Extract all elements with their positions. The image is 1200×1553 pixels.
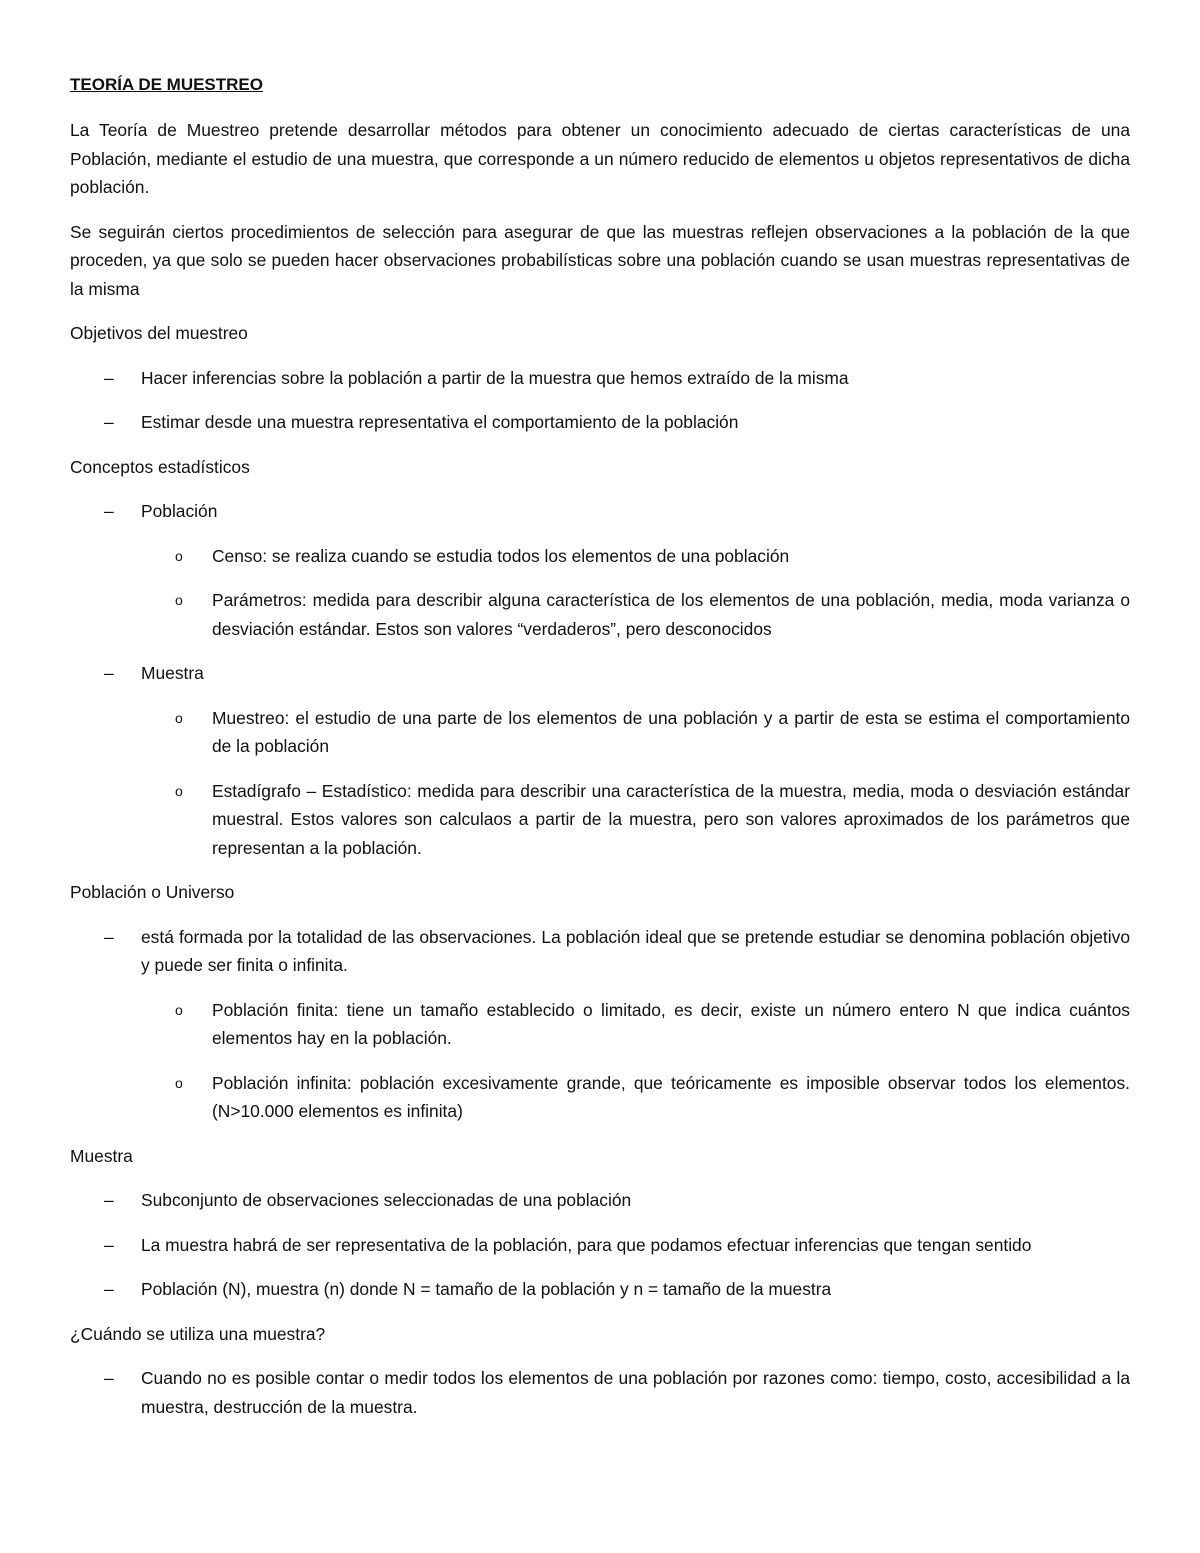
dash-bullet: –: [104, 367, 114, 388]
list-item-text: Subconjunto de observaciones seleccionadas de una población: [141, 1190, 632, 1210]
objetivos-list: [70, 364, 1130, 437]
intro-paragraph-2: Se seguirán ciertos procedimientos de selección para asegurar de que las muestras reflejen observaciones a la población de la que proceden, ya que solo se pueden hacer observaciones probabilísticas sobre una población cuando se usan muestras representativas de la misma: [70, 221, 1130, 299]
circle-bullet: o: [175, 547, 183, 564]
list-item: [70, 408, 1130, 437]
sublist-item: [141, 704, 1130, 761]
dash-bullet: –: [104, 1368, 114, 1388]
sublist-item-text: Parámetros: medida para describir alguna característica de los elementos de una población, media, moda varianza o desviación estándar. Estos son valores “verdaderos”, pero desconocidos: [212, 590, 1130, 639]
circle-bullet: o: [175, 709, 183, 726]
list-item-text: está formada por la totalidad de las observaciones. La población ideal que se pretende estudiar se denomina población objetivo y puede ser finita o infinita.: [141, 926, 1130, 975]
list-item: [70, 1186, 1130, 1215]
list-item: [70, 1275, 1130, 1304]
sublist-item-text: Censo: se realiza cuando se estudia todos los elementos de una población: [212, 545, 790, 566]
section-heading-muestra: Muestra: [70, 1145, 133, 1166]
poblacion-sublist: [141, 542, 1130, 644]
dash-bullet: –: [104, 1279, 114, 1299]
circle-bullet: o: [175, 1001, 183, 1018]
sublist-item: [141, 996, 1130, 1053]
section-heading-universo: Población o Universo: [70, 882, 235, 902]
list-item: [70, 1231, 1130, 1260]
circle-bullet: o: [175, 1074, 183, 1091]
list-item: [70, 659, 1130, 862]
list-item: [70, 923, 1130, 1126]
list-item-text: Población (N), muestra (n) donde N = tamaño de la población y n = tamaño de la muestra: [141, 1279, 832, 1299]
section-heading-objetivos: Objetivos del muestreo: [70, 323, 248, 343]
intro-paragraph-1: La Teoría de Muestreo pretende desarrollar métodos para obtener un conocimiento adecuado de ciertas características de una Población, mediante el estudio de una muestra, que corresponde a un número reducido de elementos u objetos representativos de dicha población.: [70, 120, 1130, 197]
cuando-list: [70, 1364, 1130, 1421]
dash-bullet: –: [104, 663, 114, 683]
muestra-list: [70, 1186, 1130, 1304]
circle-bullet: o: [175, 592, 183, 608]
universo-sublist: [141, 996, 1130, 1126]
list-item: [70, 497, 1130, 643]
conceptos-list: [70, 497, 1130, 862]
sublist-item-text: Muestreo: el estudio de una parte de los elementos de una población y a partir de esta se estima el comportamiento de la población: [212, 707, 1130, 756]
section-heading-conceptos: Conceptos estadísticos: [70, 456, 250, 477]
list-item-text: Cuando no es posible contar o medir todos los elementos de una población por razones como: tiempo, costo, accesibilidad a la muestra, destrucción de la muestra.: [141, 1368, 1130, 1417]
sublist-item: [141, 586, 1130, 643]
list-item-text: Hacer inferencias sobre la población a partir de la muestra que hemos extraído de la misma: [141, 367, 849, 388]
sublist-item-text: Población finita: tiene un tamaño establecido o limitado, es decir, existe un número entero N que indica cuántos elementos hay en la población.: [212, 999, 1130, 1048]
document-title: TEORÍA DE MUESTREO: [70, 75, 263, 94]
dash-bullet: –: [104, 1190, 114, 1210]
circle-bullet: o: [175, 782, 183, 799]
sublist-item: [141, 777, 1130, 863]
dash-bullet: –: [104, 1234, 114, 1255]
sublist-item-text: Estadígrafo – Estadístico: medida para describir una característica de la muestra, media, moda o desviación estándar muestral. Estos valores son calculaos a partir de la muestra, pero son valores aproximados de los parámetros que representan a la población.: [212, 780, 1130, 858]
list-item-text: La muestra habrá de ser representativa de la población, para que podamos efectuar inferencias que tengan sentido: [141, 1234, 1032, 1255]
list-item-text: Estimar desde una muestra representativa el comportamiento de la población: [141, 412, 739, 432]
list-item-text: Población: [141, 501, 218, 521]
dash-bullet: –: [104, 926, 114, 947]
section-heading-cuando: ¿Cuándo se utiliza una muestra?: [70, 1323, 326, 1344]
sublist-item: [141, 1069, 1130, 1126]
sublist-item: [141, 542, 1130, 571]
list-item: [70, 364, 1130, 393]
universo-list: [70, 923, 1130, 1126]
list-item: [70, 1364, 1130, 1421]
dash-bullet: –: [104, 501, 114, 521]
muestra-sublist: [141, 704, 1130, 863]
sublist-item-text: Población infinita: población excesivamente grande, que teóricamente es imposible observar todos los elementos. (N>10.000 elementos es infinita): [212, 1072, 1130, 1121]
dash-bullet: –: [104, 412, 114, 432]
list-item-text: Muestra: [141, 663, 204, 683]
